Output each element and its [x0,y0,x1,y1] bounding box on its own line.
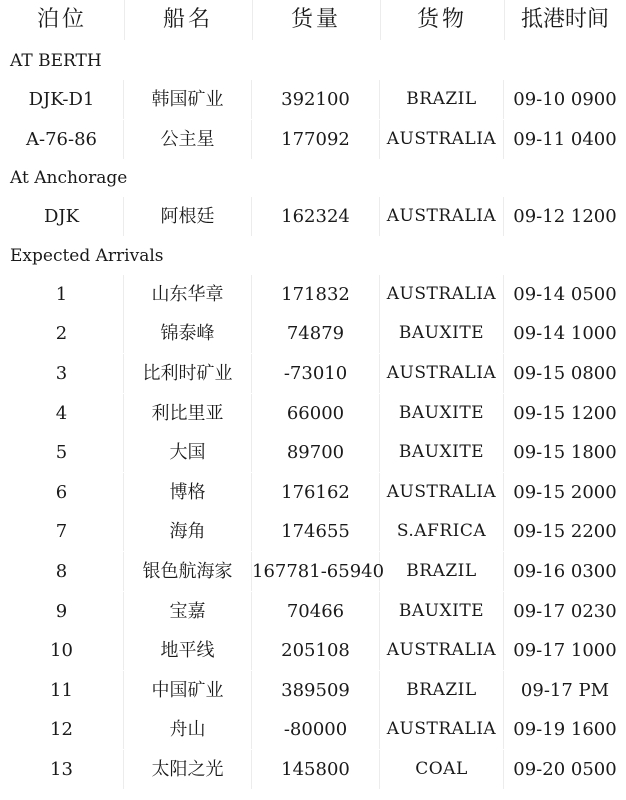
berth-cell: 2 [0,314,124,353]
cargo-cell: BAUXITE [380,433,504,472]
table-row [0,710,626,749]
table-row [0,275,626,314]
berth-cell: 11 [0,671,124,710]
ship-name-cell: 大国 [124,433,252,472]
berth-cell: 7 [0,512,124,551]
header-ship-name: 船名 [124,0,253,40]
arrival-time-cell: 09-20 0500 [513,759,617,780]
arrival-time-cell: 09-17 1000 [513,640,617,662]
cargo-cell: AUSTRALIA [380,631,504,670]
arrival-time-cell: 09-10 0900 [513,89,617,110]
quantity-cell: 174655 [252,512,380,551]
ship-name-cell: 海角 [124,512,252,551]
ship-name-cell: 博格 [124,473,252,512]
arrival-time-cell: 09-15 0800 [513,363,617,384]
cargo-cell: S.AFRICA [380,512,504,551]
quantity-cell: 167781-65940 [252,552,380,591]
berth-cell: DJK-D1 [0,80,124,119]
cargo-cell: COAL [380,750,504,789]
berth-cell: 1 [0,275,124,314]
berth-cell: 4 [0,394,124,433]
table-row [0,552,626,591]
section-title: AT BERTH [10,51,102,71]
table-row [0,394,626,433]
ship-name-cell: 银色航海家 [124,552,252,591]
table-row [0,120,626,159]
table-row [0,433,626,472]
table-row [0,512,626,551]
arrival-time-cell: 09-17 0230 [513,600,617,622]
berth-cell: 10 [0,631,124,670]
quantity-cell: -73010 [252,354,380,393]
arrival-time-cell: 09-11 0400 [513,128,617,150]
ship-name-cell: 比利时矿业 [124,354,252,393]
quantity-cell: 70466 [252,592,380,631]
quantity-cell: 145800 [252,750,380,789]
cargo-cell: BRAZIL [380,552,504,591]
berth-cell: 13 [0,750,124,789]
cargo-cell: BAUXITE [380,394,504,433]
berth-cell: 9 [0,592,124,631]
cargo-cell: AUSTRALIA [380,275,504,314]
quantity-cell: 392100 [252,80,380,119]
table-row [0,671,626,710]
berth-cell: A-76-86 [0,120,124,159]
berth-cell: DJK [0,197,124,236]
ship-name-cell: 公主星 [124,120,252,159]
quantity-cell: 89700 [252,433,380,472]
cargo-cell: AUSTRALIA [380,473,504,512]
quantity-cell: 177092 [252,120,380,159]
ship-name-cell: 韩国矿业 [124,80,252,119]
ship-name-cell: 利比里亚 [124,394,252,433]
cargo-cell: BRAZIL [380,671,504,710]
quantity-cell: 205108 [252,631,380,670]
berth-cell: 6 [0,473,124,512]
table-row [0,314,626,353]
ship-name-cell: 太阳之光 [124,750,252,789]
header-berth: 泊位 [0,0,125,40]
ship-name-cell: 山东华章 [124,275,252,314]
arrival-time-cell: 09-16 0300 [513,561,617,582]
arrival-time-cell: 09-15 2200 [513,521,617,543]
cargo-cell: AUSTRALIA [380,354,504,393]
cargo-cell: BAUXITE [380,592,504,631]
table-row [0,197,626,236]
quantity-cell: 74879 [252,314,380,353]
table-row [0,80,626,119]
berth-cell: 3 [0,354,124,393]
arrival-time-cell: 09-12 1200 [513,206,617,228]
quantity-cell: 176162 [252,473,380,512]
cargo-cell: AUSTRALIA [380,197,504,236]
ship-name-cell: 锦泰峰 [124,314,252,353]
arrival-time-cell: 09-19 1600 [513,719,617,741]
ship-name-cell: 地平线 [124,631,252,670]
header-quantity: 货量 [252,0,381,40]
table-row [0,473,626,512]
table-row [0,354,626,393]
cargo-cell: BAUXITE [380,314,504,353]
quantity-cell: -80000 [252,710,380,749]
berth-cell: 5 [0,433,124,472]
arrival-time-cell: 09-14 1000 [513,323,617,345]
arrival-time-cell: 09-15 1200 [513,402,617,424]
header-arrival-time: 抵港时间 [520,7,609,32]
table-row [0,750,626,789]
section-title: At Anchorage [10,168,128,189]
quantity-cell: 389509 [252,671,380,710]
quantity-cell: 171832 [252,275,380,314]
arrival-time-cell: 09-15 2000 [513,481,617,503]
cargo-cell: AUSTRALIA [380,710,504,749]
ship-name-cell: 舟山 [124,710,252,749]
quantity-cell: 162324 [252,197,380,236]
quantity-cell: 66000 [252,394,380,433]
berth-cell: 12 [0,710,124,749]
arrival-time-cell: 09-14 0500 [513,283,617,305]
ship-name-cell: 宝嘉 [124,592,252,631]
ship-name-cell: 中国矿业 [124,671,252,710]
arrival-time-cell: 09-15 1800 [513,442,617,464]
cargo-cell: BRAZIL [380,80,504,119]
arrival-time-cell: 09-17 PM [520,679,610,701]
table-row [0,592,626,631]
berth-cell: 8 [0,552,124,591]
section-title: Expected Arrivals [10,245,164,266]
table-header [0,0,626,42]
ship-name-cell: 阿根廷 [124,197,252,236]
table-row [0,631,626,670]
cargo-cell: AUSTRALIA [380,120,504,159]
header-cargo: 货物 [380,0,505,40]
